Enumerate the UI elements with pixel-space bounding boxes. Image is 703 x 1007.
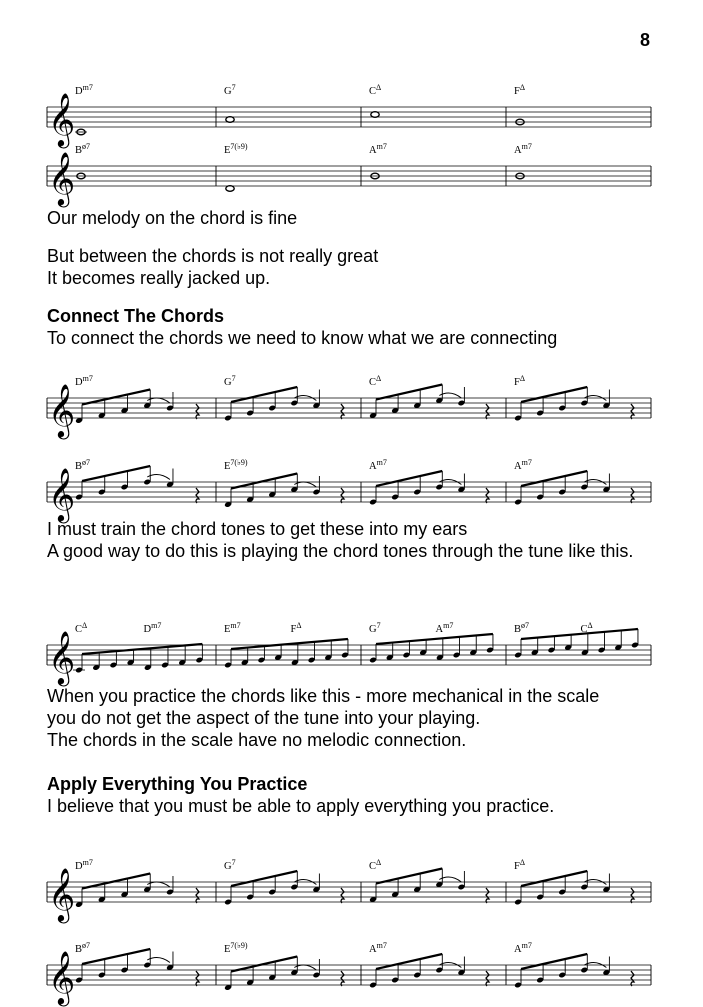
heading-apply-everything: Apply Everything You Practice [47,774,308,794]
beam [521,629,638,639]
beam [376,634,493,644]
quarter-rest [196,971,199,986]
paragraph-good-way: A good way to do this is playing the chord tones through the tune like this. [47,541,634,561]
chord-symbol: $A^{m7}$ [514,458,532,472]
chord-symbol: $E^{7(♭9)}$ [224,458,248,472]
chord-symbol: $B^{ø7}$ [75,142,91,156]
beam [521,387,587,402]
chord-symbol: $C^\Delta$ [75,621,88,635]
chord-symbol: $G^7$ [224,374,236,388]
music-staff-2 [0,141,703,205]
chord-symbol: $B^{ø7}$ [75,941,91,955]
treble-clef-icon: 𝄞 [48,383,76,437]
chord-symbol: $A^{m7}$ [435,621,454,635]
beam [82,466,150,481]
quarter-rest [196,404,199,419]
beam [231,871,297,886]
whole-note [226,117,234,123]
chord-symbol: $D^{m7}$ [143,621,162,635]
treble-clef-icon: 𝄞 [48,630,76,684]
treble-clef-icon: 𝄞 [48,867,76,921]
page-number: 8 [639,30,650,50]
paragraph-connect-intro: To connect the chords we need to know what we are connecting [47,328,558,348]
whole-note [371,112,379,118]
beam [376,869,442,884]
quarter-rest [196,888,199,903]
chord-symbol: $E^{7(♭9)}$ [224,941,248,955]
beam [376,385,442,400]
beam [521,871,587,886]
quarter-rest [631,488,634,503]
chord-symbol: $B^{ø7}$ [514,621,530,635]
beam [231,957,297,972]
beam [231,474,297,489]
beam [82,874,150,889]
music-staff-5 [0,620,703,684]
quarter-rest [341,404,344,419]
quarter-rest [631,971,634,986]
chord-symbol: $A^{m7}$ [369,941,387,955]
paragraph-train-chord-tones: I must train the chord tones to get these into my ears [47,519,468,539]
chord-symbol: $E^{7(♭9)}$ [224,142,248,156]
treble-clef-icon: 𝄞 [48,467,76,521]
quarter-rest [341,488,344,503]
paragraph-aspect-of-tune: you do not get the aspect of the tune into your playing. [47,708,481,728]
quarter-rest [196,488,199,503]
quarter-rest [486,488,489,503]
chord-symbol: $F^\Delta$ [514,374,525,388]
treble-clef-icon: 𝄞 [48,92,76,146]
chord-symbol: $C^\Delta$ [369,83,382,97]
paragraph-no-melodic-connection: The chords in the scale have no melodic connection. [47,730,467,750]
music-staff-7 [0,940,703,1004]
beam [82,390,150,405]
beam [82,644,202,654]
treble-clef-icon: 𝄞 [48,151,76,205]
chord-symbol: $G^7$ [224,858,236,872]
chord-symbol: $D^{m7}$ [75,83,93,97]
quarter-rest [341,971,344,986]
chord-symbol: $D^{m7}$ [75,858,93,872]
music-staff-1 [0,82,703,146]
chord-symbol: $G^7$ [369,621,381,635]
music-staff-3 [0,373,703,437]
treble-clef-icon: 𝄞 [48,950,76,1004]
beam [82,949,150,964]
chord-symbol: $G^7$ [224,83,236,97]
chord-symbol: $B^{ø7}$ [75,458,91,472]
whole-note [226,186,234,192]
chord-symbol: $F^\Delta$ [514,83,525,97]
chord-symbol: $C^\Delta$ [369,858,382,872]
music-staff-4 [0,457,703,521]
beam [376,471,442,486]
paragraph-jacked-up: It becomes really jacked up. [47,268,271,288]
paragraph-apply-intro: I believe that you must be able to apply everything you practice. [47,796,555,816]
beam [231,639,348,649]
paragraph-melody-fine: Our melody on the chord is fine [47,208,298,228]
chord-symbol: $F^\Delta$ [290,621,302,635]
chord-symbol: $C^\Delta$ [580,621,593,635]
beam [376,954,442,969]
chord-symbol: $A^{m7}$ [369,458,387,472]
chord-symbol: $A^{m7}$ [514,142,532,156]
paragraph-practice-mechanical: When you practice the chords like this - more mechanical in the scale [47,686,600,706]
music-staff-6 [0,857,703,921]
chord-symbol: $A^{m7}$ [514,941,532,955]
chord-symbol: $D^{m7}$ [75,374,93,388]
quarter-rest [631,404,634,419]
quarter-rest [631,888,634,903]
chord-symbol: $C^\Delta$ [369,374,382,388]
beam [231,387,297,402]
chord-symbol: $A^{m7}$ [369,142,387,156]
quarter-rest [341,888,344,903]
paragraph-between-chords: But between the chords is not really great [47,246,379,266]
quarter-rest [486,971,489,986]
chord-symbol: $F^\Delta$ [514,858,525,872]
heading-connect-the-chords: Connect The Chords [47,306,225,326]
chord-symbol: $E^{m7}$ [224,621,241,635]
quarter-rest [486,888,489,903]
beam [521,471,587,486]
beam [521,954,587,969]
quarter-rest [486,404,489,419]
